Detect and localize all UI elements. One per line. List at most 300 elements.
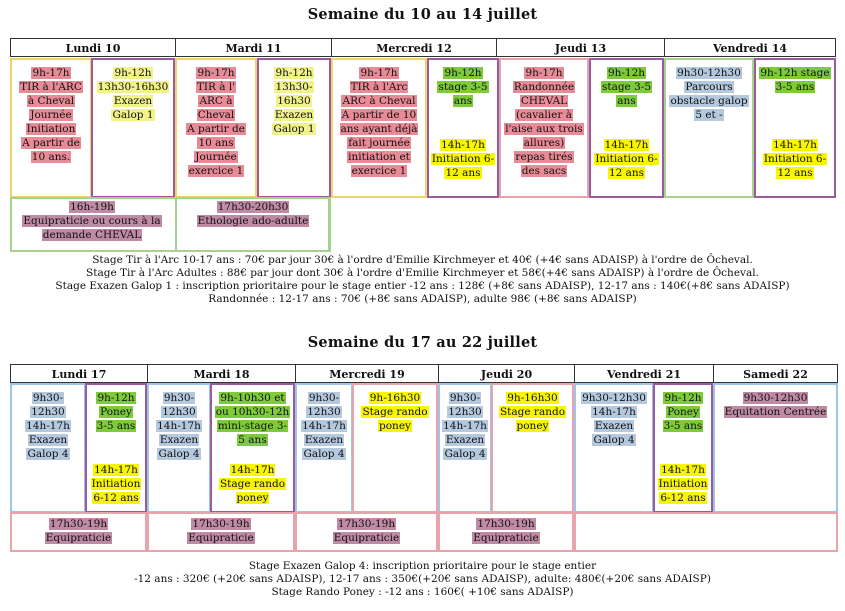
week1-jeudi-b-text: l'aise aux trois [505, 123, 583, 135]
week2-vendredi-a-line [576, 419, 652, 433]
week2-mardi-a-text: 9h30- [163, 392, 195, 404]
week1-lundi-a-line [12, 94, 90, 108]
week1-vendredi-b1-line [756, 66, 834, 80]
week1-mardi-a-text: A partir de [187, 123, 245, 135]
week2-lundi-b1-line [87, 405, 145, 419]
week2-evening-2-line [149, 531, 293, 545]
week1-jeudi-b-line [501, 150, 587, 164]
week2-mardi-a-text: 12h30 [162, 406, 196, 418]
week2-lundi-b2-line [87, 463, 145, 477]
week2-mardi-a-line [149, 419, 209, 433]
week1-jeudi-c2-text: 12 ans [608, 167, 645, 179]
week2-vendredi-a [576, 391, 652, 447]
week2-jeudi-a-text: 14h-17h [443, 420, 487, 432]
week2-vendredi-a-text: 9h30-12h30 [582, 392, 646, 404]
week1-mardi-b-line [259, 66, 329, 80]
week2-notes-line: Stage Exazen Galop 4: inscription prioritaire pour le stage entier [248, 560, 597, 572]
week2-evening-3-text: Equipraticie [333, 532, 400, 544]
week1-vendredi-a-line [666, 66, 752, 80]
week2-evening-4-line [440, 517, 572, 531]
week1-jeudi-b-line [501, 122, 587, 136]
week2-jeudi-b-line [493, 391, 572, 405]
week1-jeudi-c2 [591, 138, 662, 180]
week1-notes-line: Stage Tir à l'Arc Adultes : 88€ par jour dont 30€ à l'ordre d'Emilie Kirchmeyer et 58€(+4€ sans ADAISP) à l'ordre de Ôcheval. [86, 267, 759, 279]
week1-mardi-b-text: Exazen [274, 109, 314, 121]
week1-mardi-b-line [259, 80, 329, 94]
week1-evening-a-line [12, 228, 172, 242]
week1-lundi-b-text: Galop 1 [112, 109, 154, 121]
week1-mercredi-line [333, 136, 425, 150]
week1-vendredi-a-line [666, 94, 752, 108]
week1-mardi-b-text: Galop 1 [273, 123, 315, 135]
week1-mercredi [333, 66, 425, 178]
week1-jeudi-b-text: repas tirés [515, 151, 573, 163]
week2-vendredi-a-line [576, 433, 652, 447]
week2-lundi-a-line [12, 433, 84, 447]
week1-lundi-b-line [93, 66, 173, 80]
week1-title: Semaine du 10 au 14 juillet [307, 6, 538, 23]
week1-mercredi-line [333, 164, 425, 178]
week2-mercredi-a-line [297, 419, 351, 433]
week2-evening-3-line [297, 531, 436, 545]
week2-vendredi-a-line [576, 391, 652, 405]
week2-lundi-a-line [12, 447, 84, 461]
week2-evening-1-text: Equipraticie [45, 532, 112, 544]
week2-lundi-a-line [12, 405, 84, 419]
week1-lundi-a-text: TIR à l'ARC [20, 81, 82, 93]
week1-vendredi-a [666, 66, 752, 122]
week1-vendredi-a-line [666, 108, 752, 122]
week1-jeudi-c1-line [591, 66, 662, 80]
week1-mercredi-line [333, 108, 425, 122]
week2-day-header-4: Vendredi 21 [574, 364, 713, 383]
week2-evening-4-line [440, 531, 572, 545]
week1-lundi-b-line [93, 80, 173, 94]
week2-mardi-a-text: 14h-17h [157, 420, 201, 432]
week2-mardi-b1-text: ou 10h30-12h [215, 406, 290, 418]
week2-jeudi-b-text: Stage rando [499, 406, 566, 418]
week2-samedi-line [715, 405, 836, 419]
week1-mercredi-text: initiation et [348, 151, 410, 163]
week2-title: Semaine du 17 au 22 juillet [307, 334, 538, 351]
week2-jeudi-b [493, 391, 572, 433]
week1-lundi-a-line [12, 122, 90, 136]
week2-samedi [715, 391, 836, 419]
week1-jeudi-b-line [501, 136, 587, 150]
week2-mardi-a-text: Exazen [159, 434, 199, 446]
week2-mardi-a-line [149, 405, 209, 419]
week2-lundi-b2-line [87, 491, 145, 505]
week1-mercredi-text: ans ayant déjà [340, 123, 418, 135]
week1-lundi-a-text: 9h-17h [32, 67, 70, 79]
week2-jeudi-b-line [493, 405, 572, 419]
week1-mardi-a-text: exercice 1 [188, 165, 244, 177]
week2-vendredi-b2-text: Initiation [658, 478, 708, 490]
week1-vendredi-b2-text: 12 ans [777, 167, 813, 179]
week1-lundi-a [12, 66, 90, 164]
week2-jeudi-a-text: Galop 4 [444, 448, 486, 460]
week1-lundi-a-line [12, 80, 90, 94]
week2-vendredi-a-text: Exazen [594, 420, 634, 432]
week1-lundi-b-text: Exazen [113, 95, 153, 107]
week1-jeudi-c1-text: 9h-12h [607, 67, 646, 79]
week2-lundi-b2-line [87, 477, 145, 491]
week1-mardi-a-text: TIR à l' [196, 81, 236, 93]
week2-jeudi-a [440, 391, 490, 461]
week1-jeudi-a1-line [429, 66, 497, 80]
week1-evening-a-line [12, 200, 172, 214]
week1-jeudi-c1-line [591, 94, 662, 108]
week1-evening-b-text: 17h30-20h30 [217, 201, 289, 213]
week1-vendredi-b2-line [756, 138, 834, 152]
week2-jeudi-b-text: 9h-16h30 [507, 392, 558, 404]
week2-notes-line: Stage Rando Poney : -12 ans : 160€( +10€ sans ADAISP) [271, 586, 574, 598]
week2-vendredi-b1-text: 3-5 ans [663, 420, 703, 432]
week2-jeudi-a-line [440, 447, 490, 461]
week1-mardi-a-line [177, 136, 255, 150]
week1-mardi-a-text: 9h-17h [197, 67, 235, 79]
week2-jeudi-a-text: Exazen [445, 434, 485, 446]
week2-mercredi-a-line [297, 447, 351, 461]
week2-mardi-b2-line [212, 463, 293, 477]
week1-lundi-b-text: 9h-12h [114, 67, 152, 79]
week1-mardi-b-text: 9h-12h [275, 67, 313, 79]
week1-jeudi-b-line [501, 94, 587, 108]
week2-day-header-2: Mercredi 19 [295, 364, 438, 383]
week2-mercredi-b-line [354, 391, 436, 405]
week2-mercredi-a [297, 391, 351, 461]
week1-vendredi-b2-line [756, 166, 834, 180]
week2-lundi-b2-text: 14h-17h [94, 464, 138, 476]
week2-jeudi-a-line [440, 419, 490, 433]
week1-jeudi-b-text: allures) [523, 137, 565, 149]
week2-jeudi-b-line [493, 419, 572, 433]
week1-jeudi-c2-line [591, 152, 662, 166]
week1-evening-a-text: demande CHEVAL [42, 229, 142, 241]
week1-vendredi-a-text: 5 et - [695, 109, 723, 121]
week2-evening-2-line [149, 517, 293, 531]
week2-mardi-b1 [212, 391, 293, 447]
week1-jeudi-a2-line [429, 152, 497, 166]
week2-evening-4-text: 17h30-19h [477, 518, 535, 530]
week1-evening-a [12, 200, 172, 242]
week2-lundi-b1-text: Poney [100, 406, 132, 418]
week2-vendredi-b1 [655, 391, 711, 433]
week2-evening-1-line [12, 531, 145, 545]
week2-notes-line: -12 ans : 320€ (+20€ sans ADAISP), 12-17 ans : 350€(+20€ sans ADAISP), adulte: 480€(+20€ sans ADAISP) [134, 573, 711, 585]
week1-vendredi-b2-text: Initiation 6- [763, 153, 827, 165]
week2-vendredi-b2 [655, 463, 711, 505]
week2-mardi-b2-line [212, 477, 293, 491]
week1-jeudi-b-text: des sacs [521, 165, 567, 177]
week2-evening-2-text: 17h30-19h [192, 518, 250, 530]
week2-evening-2 [149, 517, 293, 545]
week2-evening-3-line [297, 517, 436, 531]
week2-day-header-3: Jeudi 20 [438, 364, 574, 383]
week1-lundi-a-line [12, 136, 90, 150]
week2-lundi-b2-text: Initiation [91, 478, 141, 490]
week1-lundi-a-text: à Cheval [27, 95, 75, 107]
week1-jeudi-a1-line [429, 80, 497, 94]
week1-jeudi-c1-line [591, 80, 662, 94]
week2-jeudi-a-line [440, 391, 490, 405]
week2-mardi-a-line [149, 447, 209, 461]
week1-lundi-b-line [93, 94, 173, 108]
week2-lundi-b2 [87, 463, 145, 505]
week1-mardi-b-text: 13h30- [275, 81, 313, 93]
week1-mercredi-line [333, 80, 425, 94]
week1-mercredi-line [333, 150, 425, 164]
week1-mercredi-text: ARC à Cheval [342, 95, 416, 107]
week1-mercredi-text: 9h-17h [360, 67, 398, 79]
week1-jeudi-c1-text: ans [617, 95, 636, 107]
week1-evening-b [177, 200, 329, 228]
week1-mardi-a-line [177, 94, 255, 108]
week2-mercredi-b-text: poney [379, 420, 411, 432]
week1-evening-b-text: Ethologie ado-adulte [197, 215, 309, 227]
week1-evening-a-line [12, 214, 172, 228]
week1-vendredi-b2-text: 14h-17h [773, 139, 817, 151]
week1-mardi-a [177, 66, 255, 178]
week1-notes-line: Stage Exazen Galop 1 : inscription prioritaire pour le stage entier -12 ans : 128€ (+8€ sans ADAISP), 12-17 ans : 140€(+8€ sans ADAISP) [55, 280, 790, 292]
week2-lundi-b2-text: 6-12 ans [93, 492, 139, 504]
week1-mardi-a-line [177, 66, 255, 80]
week1-mardi-a-text: Cheval [197, 109, 235, 121]
week1-jeudi-a2-line [429, 166, 497, 180]
week1-evening-b-line [177, 214, 329, 228]
week1-mercredi-line [333, 122, 425, 136]
week2-vendredi-b1-line [655, 391, 711, 405]
week2-jeudi-a-text: 12h30 [448, 406, 482, 418]
week1-jeudi-b-line [501, 80, 587, 94]
week1-jeudi-c1-text: stage 3-5 [601, 81, 652, 93]
week2-vendredi-a-text: 14h-17h [592, 406, 636, 418]
week2-lundi-a-text: 12h30 [31, 406, 65, 418]
week2-jeudi-a-line [440, 405, 490, 419]
week1-jeudi-b-text: 9h-17h [525, 67, 563, 79]
week1-vendredi-a-line [666, 80, 752, 94]
week2-lundi-a-text: Galop 4 [27, 448, 69, 460]
week1-notes [0, 254, 845, 306]
week2-mercredi-b-line [354, 405, 436, 419]
week2-lundi-b1 [87, 391, 145, 433]
week2-lundi-a-line [12, 391, 84, 405]
week1-lundi-a-line [12, 108, 90, 122]
week2-mardi-b1-text: 9h-10h30 et [220, 392, 285, 404]
week1-jeudi-a2-text: Initiation 6- [431, 153, 495, 165]
week1-mardi-b [259, 66, 329, 136]
week1-jeudi-b-text: (cavalier à [516, 109, 572, 121]
week2-jeudi-a-line [440, 433, 490, 447]
week1-lundi-a-text: Journée [30, 109, 72, 121]
week2-mardi-b2-text: poney [236, 492, 269, 504]
week1-lundi-a-line [12, 66, 90, 80]
week1-mardi-a-line [177, 150, 255, 164]
week1-vendredi-b2 [756, 138, 834, 180]
week2-mardi-b2-line [212, 491, 293, 505]
week1-mardi-a-line [177, 80, 255, 94]
week1-mardi-b-line [259, 108, 329, 122]
week1-mardi-a-line [177, 164, 255, 178]
week2-mardi-a-line [149, 391, 209, 405]
week2-samedi-text: Equitation Centrée [724, 406, 827, 418]
week2-mardi-b1-line [212, 433, 293, 447]
week2-lundi-b1-text: 3-5 ans [96, 420, 136, 432]
week2-vendredi-b1-text: 9h-12h [664, 392, 702, 404]
week2-jeudi-b-text: poney [516, 420, 549, 432]
week1-vendredi-b1-text: 3-5 ans [775, 81, 815, 93]
week2-mercredi-b-line [354, 419, 436, 433]
week2-lundi-a-text: Exazen [28, 434, 68, 446]
week1-lundi-b-line [93, 108, 173, 122]
week1-jeudi-b-text: Randonnée [513, 81, 575, 93]
week1-jeudi-b-line [501, 66, 587, 80]
week1-lundi-b-text: 13h30-16h30 [97, 81, 169, 93]
week1-evening-a-text: 16h-19h [70, 201, 114, 213]
week2-evening-2-text: Equipraticie [188, 532, 254, 544]
week1-jeudi-b-line [501, 108, 587, 122]
week1-mercredi-text: TIR à l'Arc [350, 81, 408, 93]
week2-mercredi-a-text: 9h30- [308, 392, 340, 404]
week1-notes-line: Randonnée : 12-17 ans : 70€ (+8€ sans ADAISP), adulte 98€ (+8€ sans ADAISP) [208, 293, 637, 305]
week2-mardi-b1-line [212, 419, 293, 433]
week1-jeudi-a2-text: 12 ans [445, 167, 481, 179]
week1-jeudi-b [501, 66, 587, 178]
week2-vendredi-b2-line [655, 477, 711, 491]
week2-mardi-b1-line [212, 391, 293, 405]
week2-day-header-0: Lundi 17 [10, 364, 147, 383]
week1-mardi-b-line [259, 122, 329, 136]
week2-vendredi-b2-line [655, 491, 711, 505]
week2-mercredi-a-text: 12h30 [307, 406, 341, 418]
week2-evening-1-text: 17h30-19h [49, 518, 108, 530]
week2-vendredi-a-line [576, 405, 652, 419]
week1-day-header-0: Lundi 10 [10, 38, 175, 57]
week2-evening-3 [297, 517, 436, 545]
week1-jeudi-a1-text: stage 3-5 [438, 81, 488, 93]
week2-mercredi-a-text: 14h-17h [302, 420, 346, 432]
week2-mercredi-b [354, 391, 436, 433]
week1-jeudi-a1-text: ans [453, 95, 473, 107]
week1-day-header-3: Jeudi 13 [496, 38, 664, 57]
week2-lundi-b1-line [87, 391, 145, 405]
week1-jeudi-c2-line [591, 138, 662, 152]
week1-lundi-a-line [12, 150, 90, 164]
week2-vendredi-b2-text: 14h-17h [661, 464, 705, 476]
week2-mercredi-a-line [297, 433, 351, 447]
week2-lundi-b1-line [87, 419, 145, 433]
week1-jeudi-b-text: CHEVAL [520, 95, 568, 107]
week1-lundi-a-text: A partir de [22, 137, 80, 149]
week1-jeudi-c2-line [591, 166, 662, 180]
week1-mardi-a-text: Journée [195, 151, 237, 163]
week2-vendredi-a-text: Galop 4 [593, 434, 635, 446]
week2-jeudi-a-text: 9h30- [449, 392, 481, 404]
week2-evening-3-text: 17h30-19h [337, 518, 396, 530]
week1-lundi-a-text: 10 ans. [31, 151, 71, 163]
week1-jeudi-b-line [501, 164, 587, 178]
week1-vendredi-a-text: 9h30-12h30 [677, 67, 741, 79]
week2-vendredi-b1-text: Poney [667, 406, 699, 418]
week1-vendredi-a-text: obstacle galop [670, 95, 748, 107]
week1-jeudi-a2 [429, 138, 497, 180]
week2-mercredi-a-line [297, 391, 351, 405]
week2-day-header-1: Mardi 18 [147, 364, 295, 383]
week2-samedi-text: 9h30-12h30 [743, 392, 808, 404]
week1-vendredi-a-text: Parcours [685, 81, 733, 93]
week1-evening-a-text: Equipraticie ou cours à la [23, 215, 161, 227]
week2-mardi-a-text: Galop 4 [158, 448, 200, 460]
week1-jeudi-a1-line [429, 94, 497, 108]
week1-mercredi-text: A partir de 10 [341, 109, 417, 121]
week2-evening-4-text: Equipraticie [473, 532, 539, 544]
week2-mardi-b1-line [212, 405, 293, 419]
week1-day-header-4: Vendredi 14 [664, 38, 836, 57]
week1-mardi-a-text: 10 ans [198, 137, 234, 149]
week1-evening-b-line [177, 200, 329, 214]
week2-lundi-b1-text: 9h-12h [97, 392, 135, 404]
week2-mercredi-a-text: Exazen [304, 434, 344, 446]
week2-vendredi-b2-text: 6-12 ans [660, 492, 706, 504]
week1-mardi-a-line [177, 122, 255, 136]
week2-vendredi-b2-line [655, 463, 711, 477]
week2-evening-5-frame [574, 512, 838, 552]
week1-vendredi-b1-line [756, 80, 834, 94]
week2-evening-4 [440, 517, 572, 545]
week1-day-header-2: Mercredi 12 [331, 38, 496, 57]
week2-lundi-a-text: 14h-17h [26, 420, 70, 432]
week2-mardi-b2-text: Stage rando [219, 478, 286, 490]
week1-jeudi-c2-text: 14h-17h [604, 139, 649, 151]
week1-jeudi-a2-text: 14h-17h [441, 139, 485, 151]
week2-vendredi-b1-line [655, 419, 711, 433]
week1-mardi-a-line [177, 108, 255, 122]
week1-vendredi-b2-line [756, 152, 834, 166]
week2-evening-1 [12, 517, 145, 545]
week1-day-header-1: Mardi 11 [175, 38, 331, 57]
week1-mercredi-text: exercice 1 [351, 165, 407, 177]
week2-mercredi-b-text: Stage rando [362, 406, 428, 418]
week1-jeudi-a2-line [429, 138, 497, 152]
week1-mardi-b-text: 16h30 [277, 95, 311, 107]
week1-mercredi-line [333, 66, 425, 80]
week2-mardi-b1-text: mini-stage 3- [217, 420, 288, 432]
week1-mardi-a-text: ARC à [199, 95, 233, 107]
week2-mercredi-b-text: 9h-16h30 [369, 392, 421, 404]
week1-mercredi-line [333, 94, 425, 108]
week1-mercredi-text: fait journée [348, 137, 410, 149]
week2-mardi-b2 [212, 463, 293, 505]
week1-mardi-b-line [259, 94, 329, 108]
week2-lundi-a-line [12, 419, 84, 433]
week2-mercredi-a-line [297, 405, 351, 419]
week1-vendredi-b1 [756, 66, 834, 94]
week2-day-header-5: Samedi 22 [713, 364, 838, 383]
week2-mardi-a [149, 391, 209, 461]
week2-mardi-b2-text: 14h-17h [230, 464, 275, 476]
week2-mardi-a-line [149, 433, 209, 447]
week1-jeudi-c2-text: Initiation 6- [595, 153, 658, 165]
week1-jeudi-a1 [429, 66, 497, 108]
week2-lundi-a-text: 9h30- [32, 392, 64, 404]
week1-lundi-b [93, 66, 173, 122]
week1-lundi-a-text: Initiation [26, 123, 76, 135]
week2-vendredi-b1-line [655, 405, 711, 419]
week2-mercredi-a-text: Galop 4 [303, 448, 345, 460]
week1-jeudi-c1 [591, 66, 662, 108]
week2-notes [0, 560, 845, 599]
week2-samedi-line [715, 391, 836, 405]
